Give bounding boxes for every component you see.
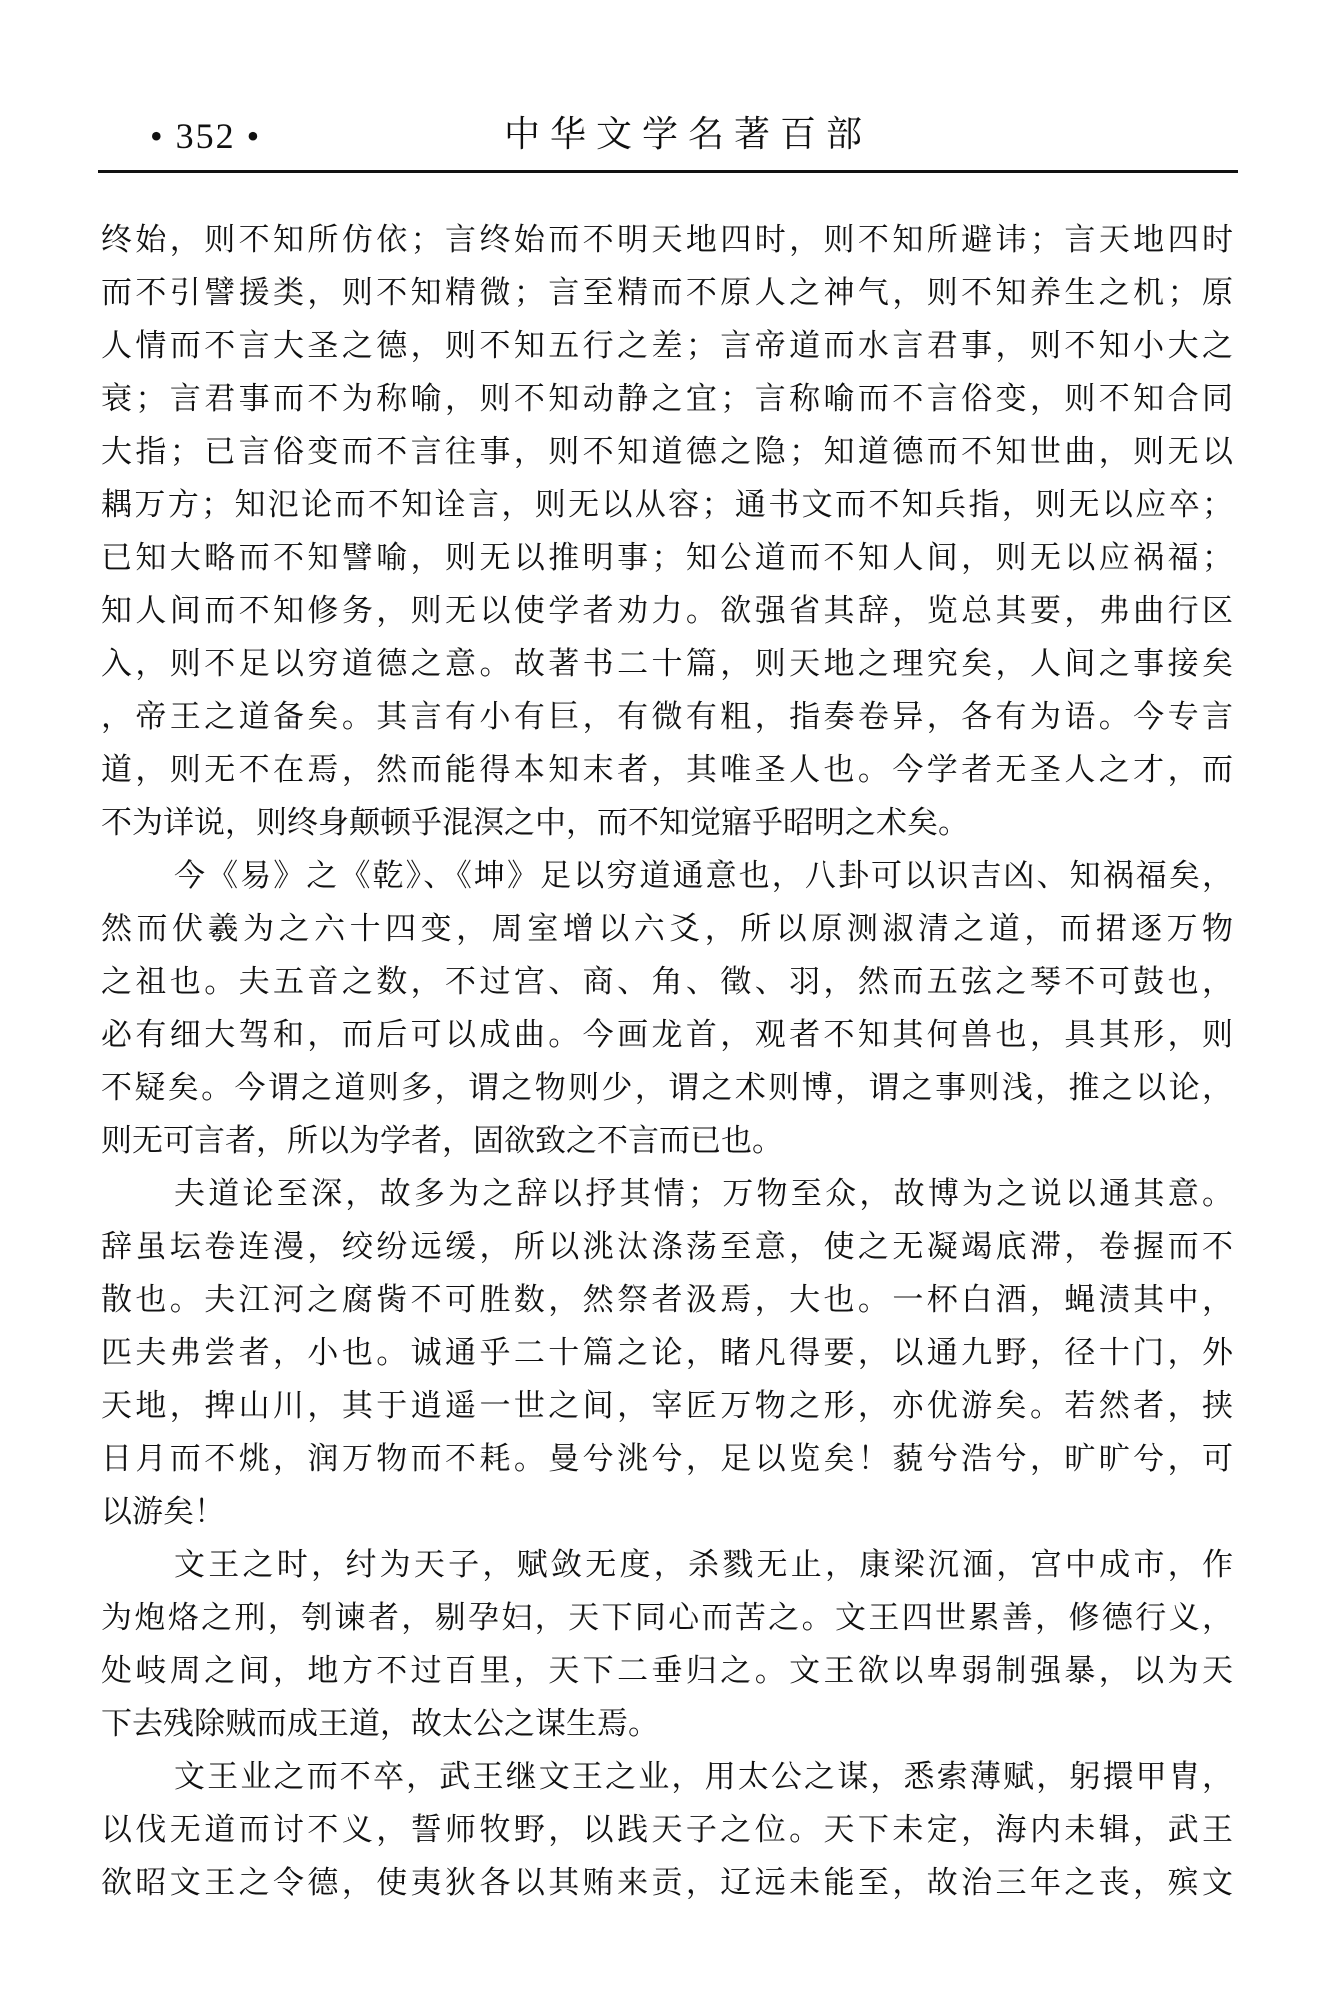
text-line: 今《易》之《乾》、《坤》足以穷道通意也，八卦可以识吉凶、知祸福矣，	[174, 858, 1233, 894]
paragraph	[101, 1168, 1233, 1539]
body-text	[101, 214, 1233, 1910]
text-line: 之祖也。夫五音之数，不过宫、商、角、徵、羽，然而五弦之琴不可鼓也，	[101, 964, 1233, 1000]
text-line: 道，则无不在焉，然而能得本知末者，其唯圣人也。今学者无圣人之才，而	[101, 752, 1233, 788]
text-line: 以伐无道而讨不义，誓师牧野，以践天子之位。天下未定，海内未辑，武王	[101, 1812, 1233, 1848]
text-line: 散也。夫江河之腐胔不可胜数，然祭者汲焉，大也。一杯白酒，蝇渍其中，	[101, 1282, 1233, 1318]
paragraph	[101, 214, 1233, 850]
text-line: 大指；已言俗变而不言往事，则不知道德之隐；知道德而不知世曲，则无以	[101, 434, 1233, 470]
text-line: 则无可言者，所以为学者，固欲致之不言而已也。	[101, 1123, 783, 1159]
text-line: 终始，则不知所仿依；言终始而不明天地四时，则不知所避讳；言天地四时	[101, 222, 1233, 258]
text-line: 不为详说，则终身颠顿乎混溟之中，而不知觉寤乎昭明之术矣。	[101, 805, 969, 841]
text-line: ，帝王之道备矣。其言有小有巨，有微有粗，指奏卷异，各有为语。今专言	[101, 699, 1233, 735]
text-line: 而不引譬援类，则不知精微；言至精而不原人之神气，则不知养生之机；原	[101, 275, 1233, 311]
text-line: 知人间而不知修务，则无以使学者劝力。欲强省其辞，览总其要，弗曲行区	[101, 593, 1233, 629]
page-number: • 352 •	[150, 116, 262, 156]
paragraph	[101, 1539, 1233, 1751]
text-line: 不疑矣。今谓之道则多，谓之物则少，谓之术则博，谓之事则浅，推之以论，	[101, 1070, 1233, 1106]
text-line: 入，则不足以穷道德之意。故著书二十篇，则天地之理究矣，人间之事接矣	[101, 646, 1233, 682]
page-header	[98, 100, 1238, 172]
text-line: 衰；言君事而不为称喻，则不知动静之宜；言称喻而不言俗变，则不知合同	[101, 381, 1233, 417]
text-line: 处岐周之间，地方不过百里，天下二垂归之。文王欲以卑弱制强暴，以为天	[101, 1653, 1233, 1689]
text-line: 以游矣！	[101, 1494, 225, 1530]
text-line: 匹夫弗尝者，小也。诚通乎二十篇之论，睹凡得要，以通九野，径十门，外	[101, 1335, 1233, 1371]
text-line: 人情而不言大圣之德，则不知五行之差；言帝道而水言君事，则不知小大之	[101, 328, 1233, 364]
text-line: 然而伏羲为之六十四变，周室增以六爻，所以原测淑清之道，而捃逐万物	[101, 911, 1233, 947]
header-rule	[98, 170, 1238, 173]
text-line: 文王之时，纣为天子，赋敛无度，杀戮无止，康梁沉湎，宫中成市，作	[174, 1547, 1233, 1583]
text-line: 辞虽坛卷连漫，绞纷远缓，所以洮汰涤荡至意，使之无凝竭底滞，卷握而不	[101, 1229, 1233, 1265]
text-line: 夫道论至深，故多为之辞以抒其情；万物至众，故博为之说以通其意。	[174, 1176, 1233, 1212]
text-line: 已知大略而不知譬喻，则无以推明事；知公道而不知人间，则无以应祸福；	[101, 540, 1233, 576]
paragraph	[101, 850, 1233, 1168]
text-line: 天地，捭山川，其于逍遥一世之间，宰匠万物之形，亦优游矣。若然者，挟	[101, 1388, 1233, 1424]
text-line: 耦万方；知氾论而不知诠言，则无以从容；通书文而不知兵指，则无以应卒；	[101, 487, 1233, 523]
paragraph	[101, 1751, 1233, 1910]
text-line: 欲昭文王之令德，使夷狄各以其贿来贡，辽远未能至，故治三年之丧，殡文	[101, 1865, 1233, 1901]
text-line: 下去残除贼而成王道，故太公之谋生焉。	[101, 1706, 659, 1742]
running-title: 中华文学名著百部	[503, 114, 872, 155]
text-line: 文王业之而不卒，武王继文王之业，用太公之谋，悉索薄赋，躬擐甲胄，	[174, 1759, 1233, 1795]
text-line: 为炮烙之刑，刳谏者，剔孕妇，天下同心而苦之。文王四世累善，修德行义，	[101, 1600, 1233, 1636]
text-line: 日月而不烑，润万物而不耗。曼兮洮兮，足以览矣！藐兮浩兮，旷旷兮，可	[101, 1441, 1233, 1477]
text-line: 必有细大驾和，而后可以成曲。今画龙首，观者不知其何兽也，具其形，则	[101, 1017, 1233, 1053]
